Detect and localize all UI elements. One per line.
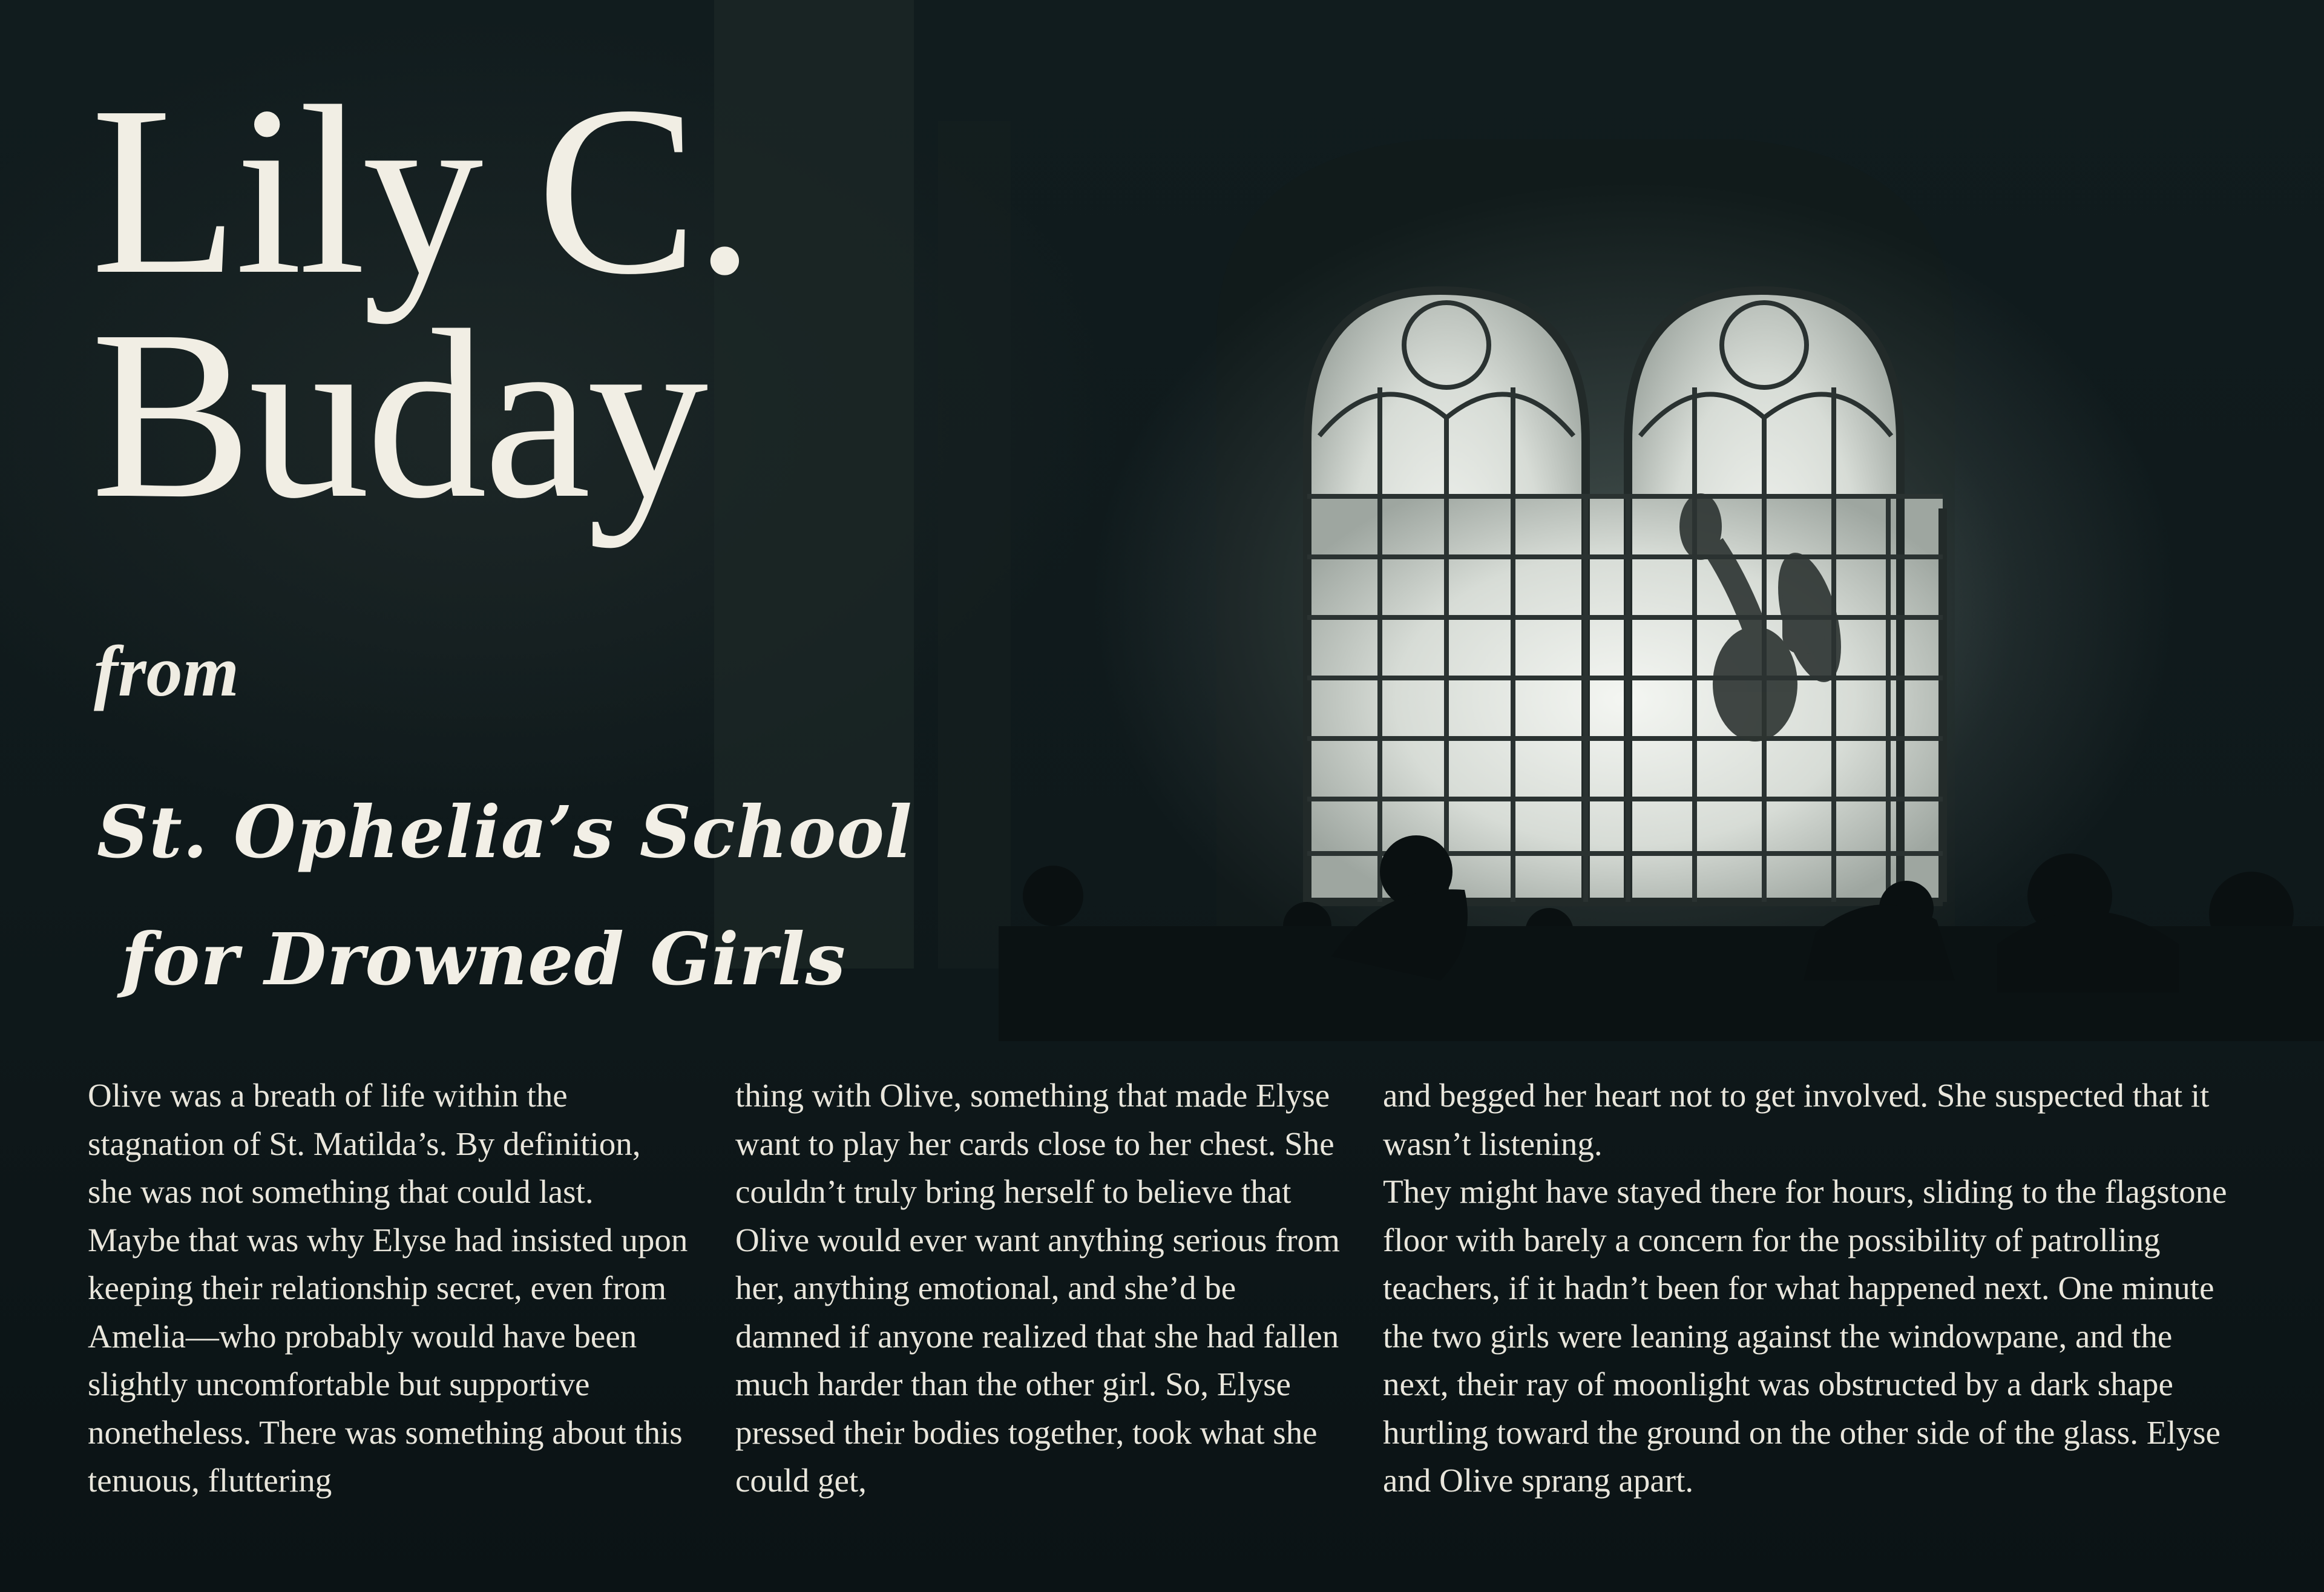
excerpt-column-3 (1383, 1071, 2236, 1505)
excerpt-paragraph: They might have stayed there for hours, sliding to the flagstone floor with barely a concern for the possibility of patrolling teachers, if it hadn’t been for what happened next. One minute the two girls were leaning against the windowpane, and the next, their ray of moonlight was obstructed by a dark shape hurtling toward the ground on the other side of the glass. Elyse and Olive sprang apart. (1383, 1173, 2227, 1499)
book-title-line-1: St. Ophelia’s School (97, 790, 913, 874)
book-title (97, 769, 913, 1023)
author-first-name: Lily C. (91, 56, 752, 324)
excerpt-paragraph: thing with Olive, something that made Elyse want to play her cards close to her chest. She couldn’t truly bring herself to believe that Olive would ever want anything serious from her, anything emotional, and she’d be damned if anyone realized that she had fallen much harder than the other girl. So, Elyse pressed their bodies together, took what she could get, (735, 1077, 1340, 1499)
excerpt-paragraph: Olive was a breath of life within the stagnation of St. Matilda’s. By definition, she was not something that could last. Maybe that was why Elyse had insisted upon keeping their relationship secret, even from Amelia—who probably would have been slightly uncomfortable but supportive nonetheless. There was something about this tenuous, fluttering (88, 1077, 688, 1499)
from-label: from (94, 631, 239, 711)
excerpt-columns (88, 1071, 2236, 1505)
excerpt-column-2 (735, 1071, 1341, 1505)
excerpt-column-1 (88, 1071, 693, 1505)
excerpt-paragraph: and begged her heart not to get involved. She suspected that it wasn’t listening. (1383, 1077, 2210, 1162)
author-last-name: Buday (91, 280, 705, 548)
book-title-line-2: for Drowned Girls (121, 917, 846, 1001)
author-name (91, 56, 752, 548)
